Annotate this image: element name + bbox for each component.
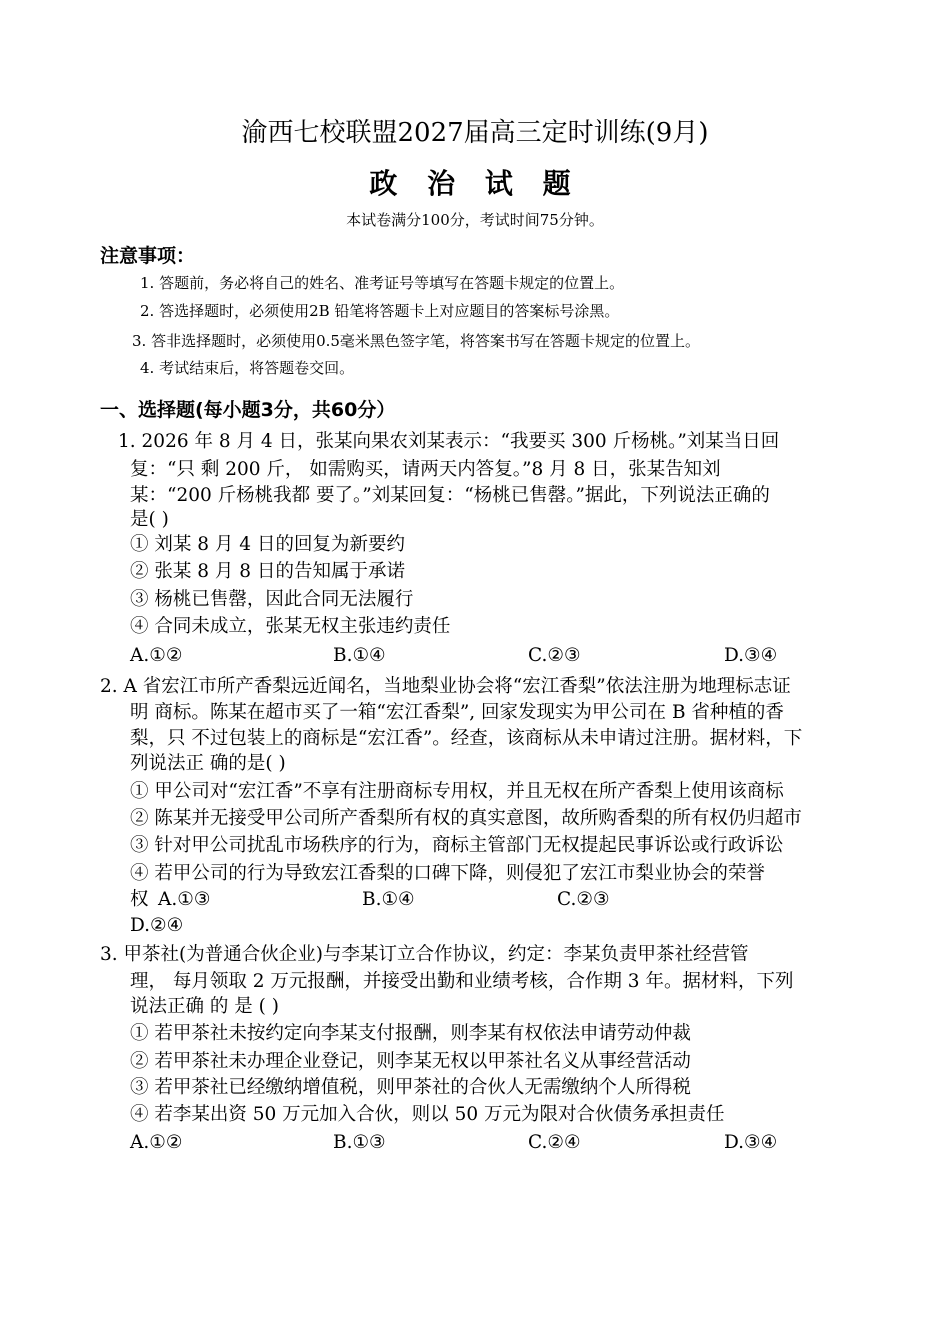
question-1-option-b: B.①④ — [333, 645, 386, 666]
question-1-stem-line: 是( ) — [130, 509, 169, 530]
question-3-item: ③ 若甲茶社已经缴纳增值税，则甲茶社的合伙人无需缴纳个人所得税 — [130, 1077, 691, 1098]
notices-heading: 注意事项： — [100, 245, 196, 267]
question-2-stem-line: 梨，只 不过包装上的商标是“宏江香”。经查，该商标从未申请过注册。据材料，下 — [130, 728, 803, 749]
question-3-option-c: C.②④ — [528, 1132, 581, 1153]
question-1-item: ③ 杨桃已售罄，因此合同无法履行 — [130, 589, 414, 610]
subject-title: 政 治 试 题 — [369, 167, 581, 200]
question-1-stem-line: 某：“200 斤杨桃我都 要了。”刘某回复：“杨桃已售罄。”据此，下列说法正确的 — [130, 485, 770, 506]
question-1-item: ② 张某 8 月 8 日的告知属于承诺 — [130, 561, 405, 582]
notice-item: 2. 答选择题时，必须使用2B 铅笔将答题卡上对应题目的答案标号涂黑。 — [140, 302, 620, 320]
question-2-option-a: A.①③ — [158, 889, 211, 910]
question-3-stem-line: 3. 甲茶社(为普通合伙企业)与李某订立合作协议，约定：李某负责甲茶社经营管 — [100, 944, 749, 965]
notice-item: 1. 答题前，务必将自己的姓名、准考证号等填写在答题卡规定的位置上。 — [140, 274, 625, 292]
question-1-option-a: A.①② — [130, 645, 183, 666]
notice-item: 3. 答非选择题时，必须使用0.5毫米黑色签字笔，将答案书写在答题卡规定的位置上。 — [132, 332, 700, 350]
section-heading: 一、选择题(每小题3分，共60分） — [100, 399, 396, 421]
question-2-option-d: D.②④ — [130, 915, 184, 936]
question-1-option-c: C.②③ — [528, 645, 581, 666]
question-3-stem-line: 说法正确 的 是 ( ) — [130, 996, 279, 1017]
question-1-stem-line: 1. 2026 年 8 月 4 日，张某向果农刘某表示：“我要买 300 斤杨桃。”刘某当日回 — [118, 431, 780, 452]
question-2-stem-line: 明 商标。陈某在超市买了一箱“宏江香梨”, 回家发现实为甲公司在 B 省种植的香 — [130, 702, 784, 723]
question-2-item: ② 陈某并无接受甲公司所产香梨所有权的真实意图，故所购香梨的所有权仍归超市 — [130, 808, 802, 829]
question-2-option-c: C.②③ — [557, 889, 610, 910]
exam-note: 本试卷满分100分，考试时间75分钟。 — [346, 211, 604, 229]
notice-item: 4. 考试结束后，将答题卷交回。 — [140, 359, 355, 377]
question-1-option-d: D.③④ — [724, 645, 778, 666]
question-3-option-a: A.①② — [130, 1132, 183, 1153]
question-1-stem-line: 复：“只 剩 200 斤， 如需购买，请两天内答复。”8 月 8 日，张某告知刘 — [130, 459, 721, 480]
question-2-stem-line: 2. A 省宏江市所产香梨远近闻名，当地梨业协会将“宏江香梨”依法注册为地理标志证 — [100, 676, 791, 697]
question-1-item: ④ 合同未成立，张某无权主张违约责任 — [130, 616, 451, 637]
question-2-item: ① 甲公司对“宏江香”不享有注册商标专用权，并且无权在所产香梨上使用该商标 — [130, 781, 784, 802]
question-3-item: ② 若甲茶社未办理企业登记，则李某无权以甲茶社名义从事经营活动 — [130, 1051, 691, 1072]
question-2-item-tail: 权 — [130, 889, 149, 910]
exam-title: 渝西七校联盟2027届高三定时训练(9月) — [241, 118, 709, 148]
question-2-item: ③ 针对甲公司扰乱市场秩序的行为，商标主管部门无权提起民事诉讼或行政诉讼 — [130, 835, 784, 856]
question-2-stem-line: 列说法正 确的是( ) — [130, 753, 286, 774]
question-3-item: ④ 若李某出资 50 万元加入合伙，则以 50 万元为限对合伙债务承担责任 — [130, 1104, 725, 1125]
question-3-option-d: D.③④ — [724, 1132, 778, 1153]
question-3-option-b: B.①③ — [333, 1132, 386, 1153]
question-3-stem-line: 理， 每月领取 2 万元报酬，并接受出勤和业绩考核，合作期 3 年。据材料，下列 — [130, 971, 794, 992]
question-2-item: ④ 若甲公司的行为导致宏江香梨的口碑下降，则侵犯了宏江市梨业协会的荣誉 — [130, 863, 765, 884]
question-2-option-b: B.①④ — [362, 889, 415, 910]
question-1-item: ① 刘某 8 月 4 日的回复为新要约 — [130, 534, 405, 555]
question-3-item: ① 若甲茶社未按约定向李某支付报酬，则李某有权依法申请劳动仲裁 — [130, 1023, 691, 1044]
